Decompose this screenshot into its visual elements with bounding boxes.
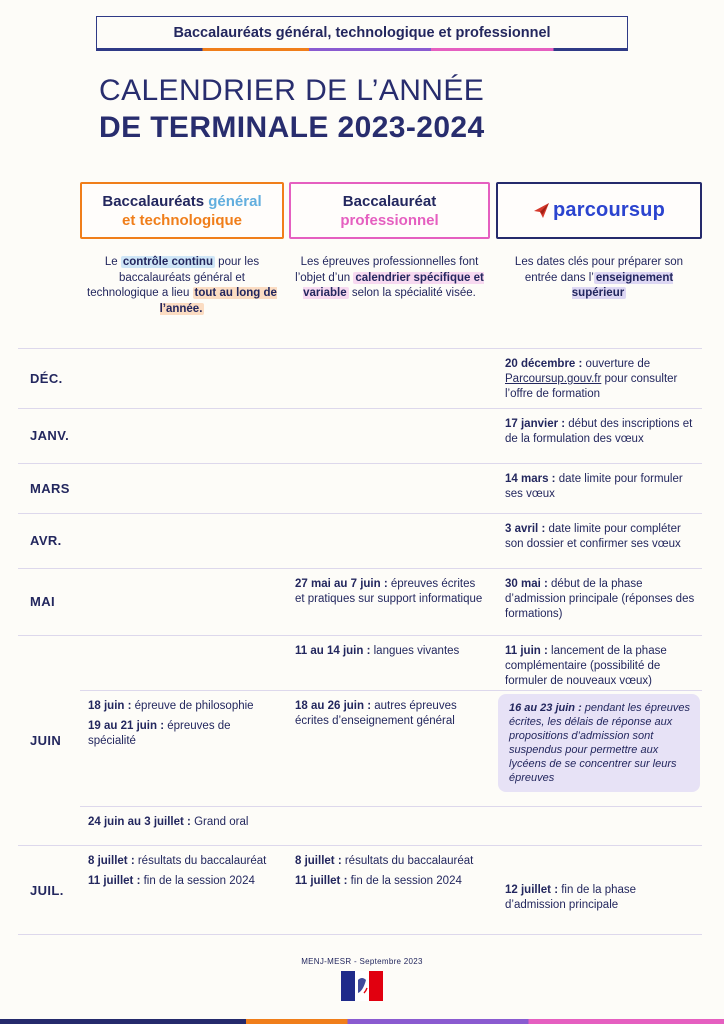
title-line1: CALENDRIER DE L’ANNÉE [99, 74, 485, 107]
entry-date: 14 mars : [505, 473, 556, 485]
column-header-line1: Baccalauréat [342, 192, 437, 210]
calendar-entry: 19 au 21 juin : épreuves de spécialité [88, 720, 231, 747]
month-label-janvier: JANV. [30, 428, 70, 443]
highlight-enseignement-superieur: enseignement supérieur [571, 271, 674, 299]
parcoursup-gouv-link[interactable]: Parcoursup.gouv.fr [505, 373, 602, 385]
column-header-parcoursup [496, 182, 702, 239]
calendar-table [18, 348, 702, 935]
highlight-calendrier-specifique: calendrier spécifique et variable [303, 271, 484, 299]
intro-parcoursup: Les dates clés pour préparer son entrée dans l’ enseignement supérieur [514, 256, 684, 299]
column-header-professionnel [289, 182, 490, 239]
row-divider [18, 463, 702, 464]
column-header-general-technologique [80, 182, 284, 239]
cell-juin-grand-oral [80, 806, 285, 845]
page-title [99, 72, 485, 146]
calendar-entry: 3 avril : date limite pour compléter son dossier et confirmer ses vœux [505, 523, 681, 550]
cell-janv-parcoursup [492, 408, 702, 463]
column-header-line1: Baccalauréats général [102, 192, 262, 210]
calendar-entry: 8 juillet : résultats du baccalauréat [295, 855, 474, 867]
row-divider [18, 348, 702, 349]
parcoursup-wordmark: parcoursup [552, 199, 666, 221]
calendar-entry: 11 juillet : fin de la session 2024 [295, 875, 462, 887]
calendar-entry: 8 juillet : résultats du baccalauréat [88, 855, 267, 867]
calendar-entry: 18 au 26 juin : autres épreuves écrites d’enseignement général [295, 700, 457, 727]
row-divider [80, 690, 702, 691]
highlight-controle-continu: contrôle continu [122, 256, 213, 268]
bottom-color-stripe [0, 1019, 724, 1024]
calendar-entry: 20 décembre : ouverture de Parcoursup.gouv.fr pour consulter l’offre de formation [505, 358, 678, 400]
calendar-entry: 17 janvier : début des inscriptions et de la formulation des vœux [505, 418, 693, 445]
cell-juil-general-technologique [80, 845, 285, 935]
cell-juin-general-technologique [80, 690, 285, 806]
entry-date: 20 décembre : [505, 358, 583, 370]
entry-date: 16 au 23 juin : [509, 702, 582, 714]
title-line2: DE TERMINALE 2023-2024 [99, 111, 485, 144]
month-label-juillet: JUIL. [30, 882, 64, 898]
month-label-mai: MAI [30, 594, 56, 609]
month-label-decembre: DÉC. [30, 370, 63, 386]
calendar-entry: 11 juin : lancement de la phase complémentaire (possibilité de formuler de nouveaux vœux) [505, 645, 667, 687]
calendar-entry: 30 mai : début de la phase d’admission principale (réponses des formations) [505, 578, 695, 620]
cell-mai-professionnel [285, 568, 492, 635]
month-label-mars: MARS [30, 480, 70, 496]
french-government-logo [341, 971, 383, 1006]
cell-mai-parcoursup [492, 568, 702, 635]
row-divider [18, 568, 702, 569]
entry-date: 17 janvier : [505, 418, 566, 430]
entry-date: 3 avril : [505, 523, 546, 535]
entry-date: 18 juin : [88, 700, 132, 712]
column-header-line2: et technologique [122, 211, 242, 229]
footer-credit: MENJ-MESR - Septembre 2023 [301, 957, 423, 966]
row-divider [18, 845, 702, 846]
cell-juin-phase-complementaire [492, 635, 702, 690]
cell-avr-parcoursup [492, 513, 702, 568]
calendar-entry: 12 juillet : fin de la phase d’admission principale [505, 884, 637, 911]
cell-juin-parcoursup-note [492, 690, 702, 806]
row-divider [18, 635, 702, 636]
cell-juin-professionnel [285, 690, 492, 806]
entry-date: 8 juillet : [295, 855, 342, 867]
french-flag-icon [341, 971, 383, 1001]
banner-color-stripe [96, 48, 628, 51]
intro-general-technologique: Le contrôle continu pour les baccalauréats général et technologique a lieu tout au long de l’année. [87, 256, 277, 315]
top-banner [96, 16, 628, 50]
calendar-entry: 27 mai au 7 juin : épreuves écrites et pratiques sur support informatique [295, 578, 483, 605]
cell-dec-parcoursup [492, 348, 702, 408]
row-divider [18, 513, 702, 514]
calendar-entry: 14 mars : date limite pour formuler ses vœux [505, 473, 683, 500]
highlight-tout-au-long: tout au long de l’année. [159, 287, 277, 315]
entry-date: 24 juin au 3 juillet : [88, 816, 191, 828]
cell-mars-parcoursup [492, 463, 702, 513]
entry-date: 18 au 26 juin : [295, 700, 372, 712]
entry-date: 11 juillet : [88, 875, 141, 887]
month-label-juin: JUIN [30, 732, 62, 748]
month-label-avril: AVR. [30, 533, 62, 548]
entry-date: 8 juillet : [88, 855, 135, 867]
calendar-entry: 24 juin au 3 juillet : Grand oral [88, 816, 249, 828]
entry-date: 27 mai au 7 juin : [295, 578, 388, 590]
cell-juin-langues-vivantes [285, 635, 492, 690]
entry-date: 30 mai : [505, 578, 548, 590]
calendar-entry: 11 au 14 juin : langues vivantes [295, 645, 460, 657]
entry-date: 19 au 21 juin : [88, 720, 165, 732]
parcoursup-logo-icon [533, 202, 550, 219]
parcoursup-suspension-note: 16 au 23 juin : pendant les épreuves écrites, les délais de réponse aux propositions d’admission sont suspendus pour permettre aux lycéens de se concentrer sur leurs épreuves [498, 694, 700, 792]
row-divider [18, 408, 702, 409]
banner-text: Baccalauréats général, technologique et professionnel [173, 25, 551, 41]
cell-juil-professionnel [285, 845, 492, 935]
row-divider [18, 934, 702, 935]
parcoursup-logo [533, 201, 665, 220]
entry-date: 11 juillet : [295, 875, 348, 887]
calendar-entry: 11 juillet : fin de la session 2024 [88, 875, 255, 887]
cell-juil-parcoursup [492, 845, 702, 935]
intro-professionnel: Les épreuves professionnelles font l’objet d’un calendrier spécifique et variable selon la spécialité visée. [295, 256, 484, 299]
column-header-line2: professionnel [340, 211, 439, 229]
entry-date: 11 au 14 juin : [295, 645, 371, 657]
entry-date: 12 juillet : [505, 884, 559, 896]
entry-date: 11 juin : [505, 645, 548, 657]
calendar-entry: 18 juin : épreuve de philosophie [88, 700, 254, 712]
row-divider [80, 806, 702, 807]
